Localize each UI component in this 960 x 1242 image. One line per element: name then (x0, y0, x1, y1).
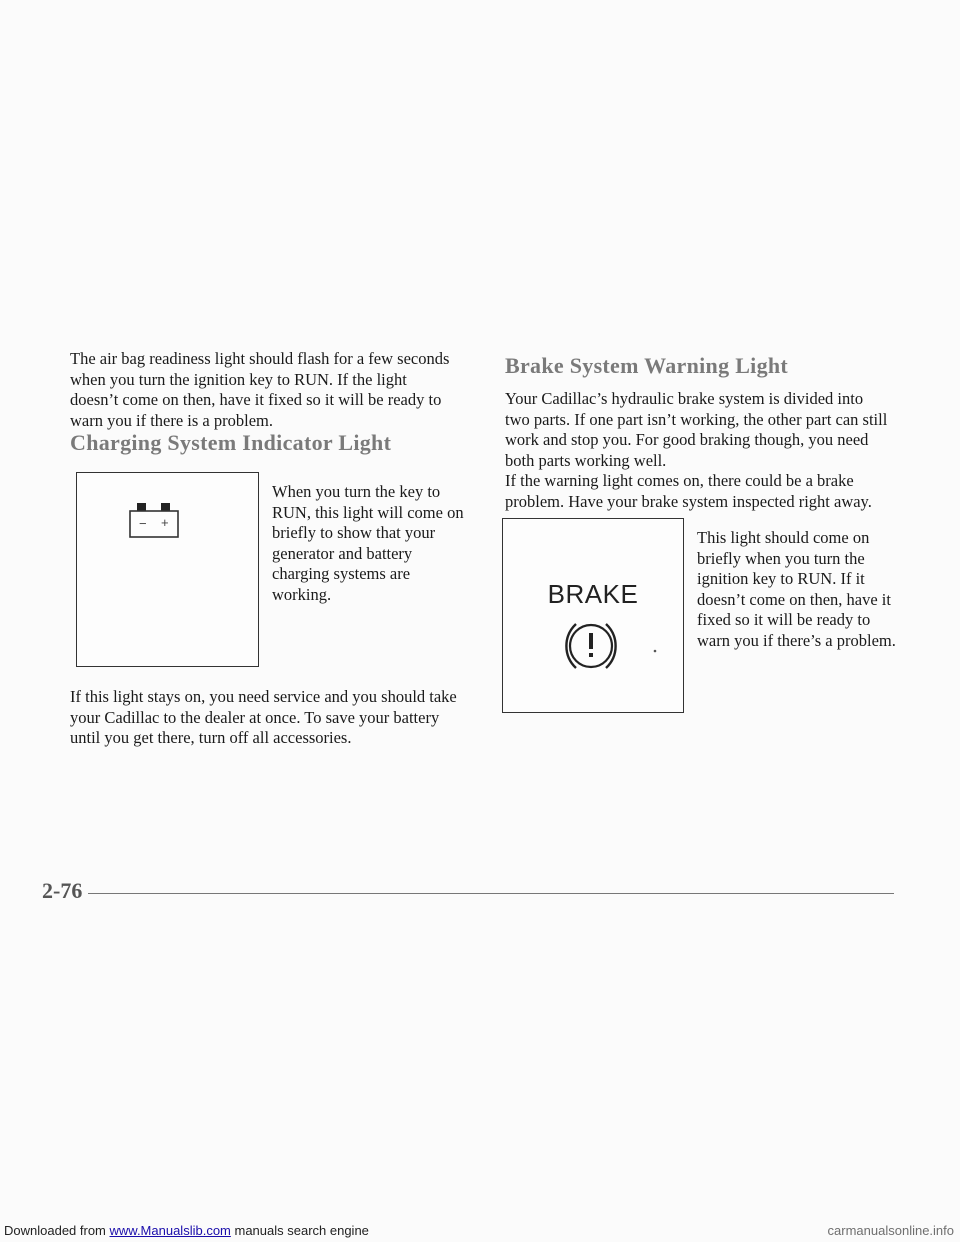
brake-warning-figure (502, 518, 684, 713)
brake-warning-icon (503, 519, 683, 712)
brake-system-heading: Brake System Warning Light (505, 353, 789, 378)
download-banner (0, 1220, 960, 1242)
charging-system-heading: Charging System Indicator Light (70, 430, 392, 455)
airbag-paragraph: The air bag readiness light should flash for a few seconds when you turn the ignition key to RUN. If the light doesn’t come on then, have it fixed so it will be ready to warn you if there is a problem. (70, 349, 450, 430)
brake-figure-caption: This light should come on briefly when you turn the ignition key to RUN. If it doesn’t come on then, have it fixed so it will be ready to warn you if there’s a problem. (697, 528, 896, 650)
charging-indicator-figure (76, 472, 259, 667)
watermark: carmanualsonline.info (827, 1223, 954, 1238)
page-number: 2-76 (42, 878, 83, 903)
battery-icon (77, 473, 258, 666)
banner-prefix: Downloaded from (4, 1223, 110, 1238)
brake-system-paragraph: Your Cadillac’s hydraulic brake system is divided into two parts. If one part isn’t working, the other part can still work and stop you. For good braking though, you need both parts working well. (505, 389, 888, 470)
battery-plus-label: + (161, 515, 169, 530)
charging-figure-caption: When you turn the key to RUN, this light will come on briefly to show that your generator and battery charging systems are working. (272, 482, 464, 604)
banner-suffix: manuals search engine (230, 1223, 369, 1238)
battery-minus-label: − (139, 516, 147, 531)
brake-warning-paragraph: If the warning light comes on, there could be a brake problem. Have your brake system inspected right away. (505, 471, 872, 511)
manualslib-link[interactable]: www.Manualslib.com (109, 1223, 231, 1238)
charging-service-paragraph: If this light stays on, you need service and you should take your Cadillac to the dealer at once. To save your battery until you get there, turn off all accessories. (70, 687, 457, 747)
footer-rule (88, 893, 894, 894)
brake-label: BRAKE (547, 579, 639, 609)
